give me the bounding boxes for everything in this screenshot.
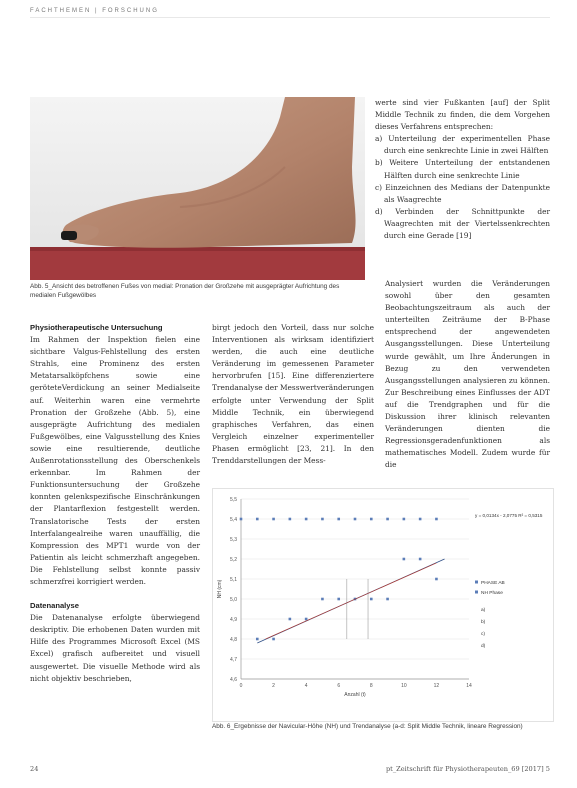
split-middle-line <box>265 563 436 639</box>
foot-photo <box>30 97 365 280</box>
nh-point <box>337 598 340 601</box>
series-ab-point <box>419 518 422 521</box>
series-ab-point <box>386 518 389 521</box>
y-tick-label: 5,3 <box>230 537 237 543</box>
x-tick-label: 14 <box>466 683 472 689</box>
paragraph-examination: Im Rahmen der Inspektion fielen eine sichtbare Valgus-Fehlstellung des ersten Strahls, eine Prominenz des ersten Metatarsalköpfchens sowie eine geröteteVerdickung an seiner Medialseite auf. Weiterhin waren eine vermehrte Pronation der Großzehe (Abb. 5), eine ausgeprägte Aufrichtung des medialen Fußgewölbes, eine Valgusstellung des Knies sowie eine resultierende, deutliche Außenrotationsstellung des Oberschenkels erkennbar. Im Rahmen der Funktionsuntersuchung der Großzehe konnten gelenkspezifische Einschränkungen der Plantarflexion festgestellt werden. Translatorische Tests der ersten Interfalangealreihe waren unauffällig, die Kompression des MPT1 wurde von der Patientin als leicht schmerzhaft angegeben. Die Fehlstellung selbst konnte passiv schmerzfrei korrigiert werden. <box>30 335 200 586</box>
nh-point <box>370 598 373 601</box>
x-tick-label: 6 <box>337 683 341 689</box>
series-ab-point <box>289 518 292 521</box>
paragraph-data-analysis: Die Datenanalyse erfolgte überwiegend deskriptiv. Die erhobenen Daten wurden mit Hilfe des Programmes Microsoft Excel (MS Excel) grafisch aufbereitet und visuell ausgewertet. Die visuelle Methode wird als nicht objektiv beschrieben, <box>30 613 200 683</box>
series-ab-point <box>337 518 340 521</box>
nh-point <box>321 598 324 601</box>
series-ab-point <box>354 518 357 521</box>
column-3 <box>385 278 550 472</box>
figure6-caption: Abb. 6_Ergebnisse der Navicular-Höhe (NH) und Trendanalyse (a-d: Split Middle Technik, lineare Regression) <box>212 723 523 730</box>
journal-footer: pt_Zeitschrift für Physiotherapeuten_69 [2017] 5 <box>385 765 550 773</box>
list-item: b) Weitere Unterteilung der entstandenen Hälften durch eine senkrechte Linie <box>375 158 550 180</box>
figure6-chart <box>212 488 554 722</box>
paragraph-column-3: Analysiert wurden die Veränderungen sowohl über den gesamten Beobachtungszeitraum als auch der unterteilten Zeiträume der B-Phase entsprechend der angewendeten Ausgangsstellungen. Diese Unterteilung wurde gewählt, um Ihre Änderungen in Bezug zu den verwendeten Ausgangsstellungen analysieren zu können. Zur Beschreibung eines Einflusses der ADT auf die Trendgraphen und für die Diskussion ihrer klinisch relevanten Veränderungen dienten die Regressionsgeradenfunktionen als mathematisches Modell. Zudem wurde für die <box>385 279 550 470</box>
nh-point <box>419 558 422 561</box>
y-tick-label: 5,4 <box>230 517 237 523</box>
series-ab-point <box>272 518 275 521</box>
x-tick-label: 2 <box>272 683 275 689</box>
paragraph-column-2: birgt jedoch den Vorteil, dass nur solche Interventionen als wirksam identifiziert werden, die auch eine deutliche Veränderung im gemessenen Parameter hervorbrufen [15]. Eine differenziertere Trendanalyse der Messwertveränderungen erfolgte unter Verwendung der Split Middle Technik, ein überwiegend graphisches Verfahren, das einen Vergleich einzelner experimenteller Phasen ermöglicht [23, 21]. In den Trenddarstellungen der Mess- <box>212 323 374 466</box>
y-tick-label: 5,2 <box>230 557 237 563</box>
steps-intro: werte sind vier Fußkanten [auf] der Split Middle Technik zu finden, die dem Vorgehen dieses Verfahrens entsprechen: <box>375 98 550 132</box>
section-heading-examination: Physiotherapeutische Untersuchung <box>30 323 163 332</box>
legend-entry: a) <box>481 608 486 613</box>
legend-entry: PHASE AB <box>481 581 505 586</box>
series-ab-point <box>435 518 438 521</box>
y-tick-label: 5,1 <box>230 577 237 583</box>
x-tick-label: 8 <box>369 683 373 689</box>
chart-svg <box>213 489 553 721</box>
regression-equation: y = 0,0134x - 2,0775 R² = 0,5315 <box>475 513 543 518</box>
x-axis-label: Anzahl (t) <box>344 692 366 698</box>
column-1 <box>30 322 200 685</box>
foot-illustration <box>30 97 365 280</box>
y-tick-label: 4,7 <box>230 657 237 663</box>
nh-point <box>272 638 275 641</box>
column-2 <box>212 322 374 467</box>
nh-point <box>403 558 406 561</box>
legend-entry: NH Phase <box>481 591 503 596</box>
page-number: 24 <box>30 765 39 773</box>
series-ab-point <box>403 518 406 521</box>
nh-point <box>386 598 389 601</box>
x-tick-label: 12 <box>433 683 440 689</box>
series-ab-point <box>305 518 308 521</box>
y-tick-label: 5,0 <box>230 597 237 603</box>
x-tick-label: 0 <box>239 683 243 689</box>
y-tick-label: 5,5 <box>230 497 237 503</box>
x-tick-label: 10 <box>401 683 407 689</box>
y-tick-label: 4,6 <box>230 677 237 683</box>
y-tick-label: 4,8 <box>230 637 237 643</box>
y-axis-label: NH (cm) <box>217 579 223 599</box>
list-item: a) Unterteilung der experimentellen Phase durch eine senkrechte Linie in zwei Hälften <box>375 134 550 156</box>
series-ab-point <box>256 518 259 521</box>
list-item: c) Einzeichnen des Medians der Datenpunkte als Waagrechte <box>375 182 550 204</box>
series-ab-point <box>321 518 324 521</box>
series-ab-point <box>370 518 373 521</box>
figure5-caption: Abb. 5_Ansicht des betroffenen Fußes von medial: Pronation der Großzehe mit ausgeprägter Aufrichtung des medialen Fußgewölbes <box>30 283 340 299</box>
list-item: d) Verbinden der Schnittpunkte der Waagrechten mit der Viertelssenkrechten durch eine Gerade [19] <box>375 206 550 241</box>
y-tick-label: 4,9 <box>230 617 237 623</box>
legend-marker <box>475 591 478 594</box>
nh-point <box>256 638 259 641</box>
legend-marker <box>475 581 478 584</box>
nh-point <box>305 618 308 621</box>
split-middle-steps <box>375 97 550 242</box>
nh-point <box>435 578 438 581</box>
section-heading-data-analysis: Datenanalyse <box>30 601 79 611</box>
series-ab-point <box>240 518 243 521</box>
nh-point <box>289 618 292 621</box>
legend-entry: d) <box>481 644 486 649</box>
running-header: FACHTHEMEN | FORSCHUNG <box>30 8 550 18</box>
x-tick-label: 4 <box>304 683 308 689</box>
steps-list <box>375 133 550 242</box>
legend-entry: c) <box>481 632 485 637</box>
legend-entry: b) <box>481 620 486 625</box>
